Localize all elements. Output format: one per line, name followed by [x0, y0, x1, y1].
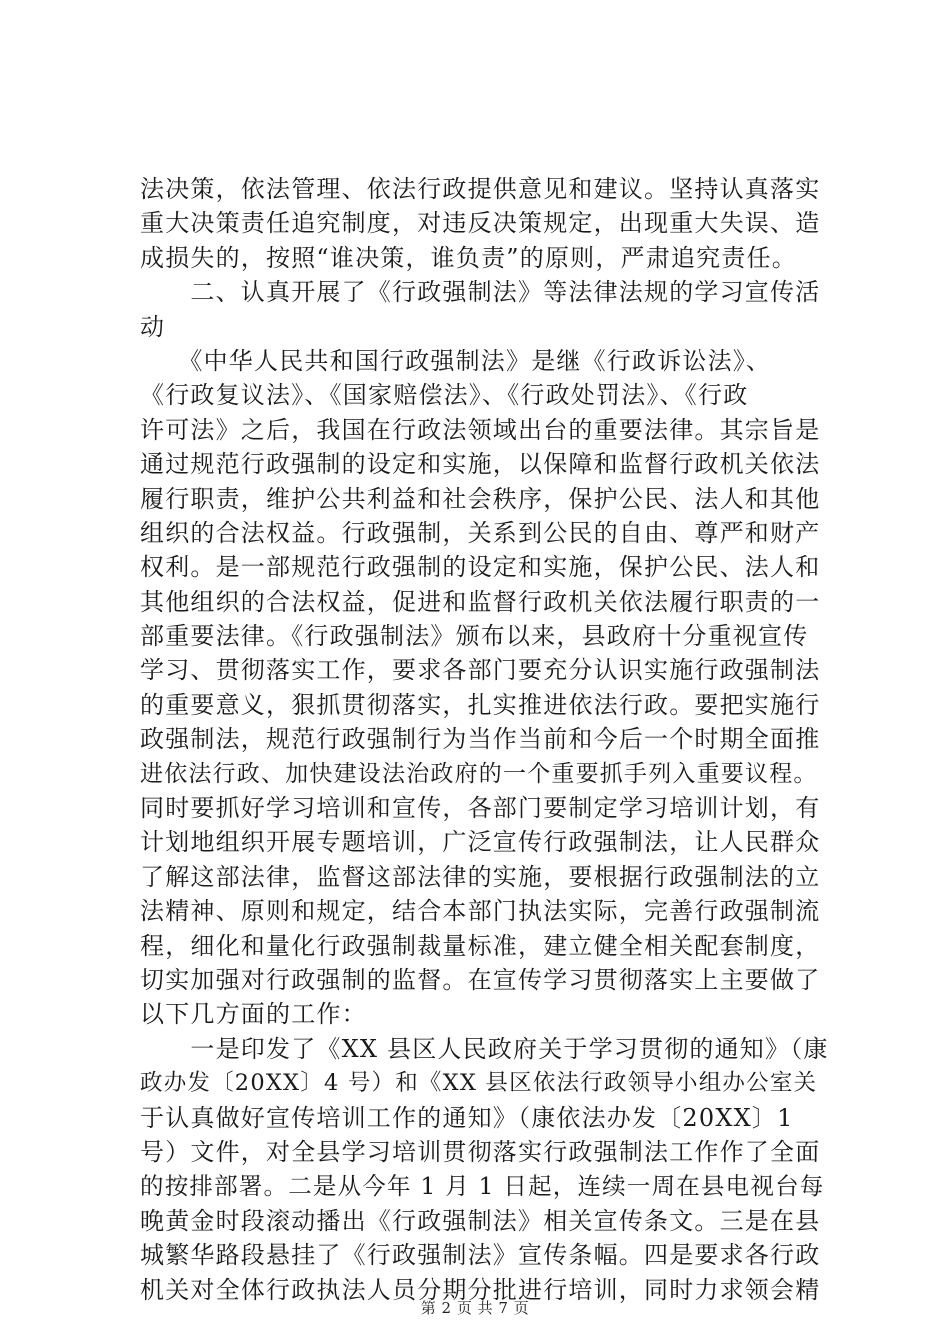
text-line: 通过规范行政强制的设定和实施，以保障和监督行政机关依法 — [140, 450, 821, 479]
text-line: 组织的合法权益。行政强制，关系到公民的自由、尊严和财产 — [140, 518, 821, 547]
text-line: 机关对全体行政执法人员分期分批进行培训，同时力求领会精 — [140, 1275, 821, 1304]
text-line: 许可法》之后，我国在行政法领域出台的重要法律。其宗旨是 — [140, 415, 821, 444]
text-line: 于认真做好宣传培训工作的通知》（康依法办发〔20XX〕1 — [140, 1103, 794, 1132]
text-line: 了解这部法律，监督这部法律的实施，要根据行政强制法的立 — [140, 862, 821, 891]
text-line: 进依法行政、加快建设法治政府的一个重要抓手列入重要议程。 — [140, 760, 818, 787]
text-line: 法精神、原则和规定，结合本部门执法实际，完善行政强制流 — [140, 897, 821, 926]
text-line: 政强制法，规范行政强制行为当作当前和今后一个时期全面推 — [140, 725, 821, 754]
text-line: 《中华人民共和国行政强制法》是继《行政诉讼法》、 — [140, 346, 772, 375]
text-line: 部重要法律。《行政强制法》颁布以来，县政府十分重视宣传 — [140, 622, 809, 651]
text-line: 动 — [140, 312, 166, 341]
document-body — [140, 172, 830, 1307]
text-line: 以下几方面的工作： — [140, 1000, 367, 1029]
text-line: 政办发〔20XX〕4 号）和《XX 县区依法行政领导小组办公室关 — [140, 1070, 818, 1097]
text-line: 的按排部署。二是从今年 1 月 1 日起，连续一周在县电视台每 — [140, 1172, 825, 1201]
text-line: 一是印发了《XX 县区人民政府关于学习贯彻的通知》（康 — [140, 1034, 829, 1063]
text-line: 计划地组织开展专题培训，广泛宣传行政强制法，让人民群众 — [140, 828, 821, 857]
text-line: 权利。是一部规范行政强制的设定和实施，保护公民、法人和 — [140, 553, 821, 582]
text-line: 晚黄金时段滚动播出《行政强制法》相关宣传条文。三是在县 — [140, 1206, 821, 1235]
text-line: 法决策，依法管理、依法行政提供意见和建议。坚持认真落实 — [140, 175, 821, 203]
text-line: 履行职责，维护公共利益和社会秩序，保护公民、法人和其他 — [140, 484, 821, 513]
text-line: 号）文件，对全县学习培训贯彻落实行政强制法工作作了全面 — [140, 1137, 821, 1166]
text-line: 成损失的，按照“谁决策，谁负责”的原则，严肃追究责任。 — [140, 243, 797, 272]
text-line: 的重要意义，狠抓贯彻落实，扎实推进依法行政。要把实施行 — [140, 690, 821, 719]
text-line: 程，细化和量化行政强制裁量标准，建立健全相关配套制度， — [140, 931, 821, 960]
text-line: 二、认真开展了《行政强制法》等法律法规的学习宣传活 — [140, 278, 821, 307]
text-line: 其他组织的合法权益，促进和监督行政机关依法履行职责的一 — [140, 587, 821, 616]
text-line: 切实加强对行政强制的监督。在宣传学习贯彻落实上主要做了 — [140, 965, 821, 994]
text-line: 同时要抓好学习培训和宣传，各部门要制定学习培训计划，有 — [140, 794, 821, 823]
text-line: 城繁华路段悬挂了《行政强制法》宣传条幅。四是要求各行政 — [140, 1241, 821, 1270]
text-line: 《行政复议法》、《国家赔偿法》、《行政处罚法》、《行政 — [140, 381, 749, 410]
text-line: 重大决策责任追究制度，对违反决策规定，出现重大失误、造 — [140, 209, 821, 238]
text-line: 学习、贯彻落实工作，要求各部门要充分认识实施行政强制法 — [140, 656, 821, 685]
page-footer: 第 2 页 共 7 页 — [420, 1299, 530, 1317]
